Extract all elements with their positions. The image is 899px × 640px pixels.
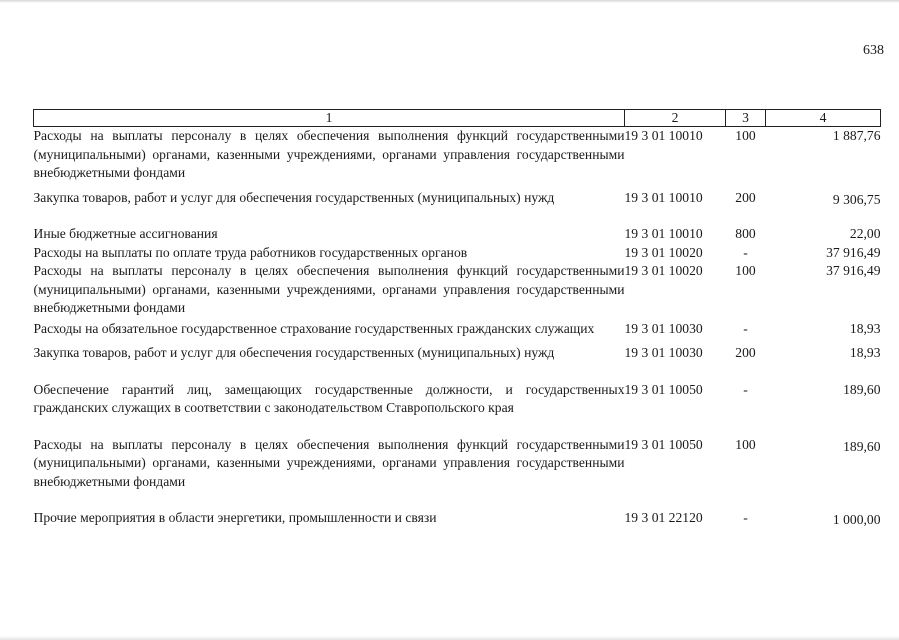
budget-table [33, 109, 881, 530]
row-name: Обеспечение гарантий лиц, замещающих государственные должности, и государственных гражданских служащих в соответствии с законодательством Ставропольского края [33, 381, 625, 415]
row-amount: 189,60 [843, 381, 881, 397]
row-name: Закупка товаров, работ и услуг для обеспечения государственных (муниципальных) нужд [33, 189, 555, 205]
row-vr: 800 [735, 226, 756, 241]
row-vr: 100 [735, 128, 756, 143]
scan-edge-bottom [0, 636, 899, 640]
row-code: 19 3 01 10050 [624, 436, 703, 452]
header-col-4: 4 [766, 110, 881, 127]
row-amount: 22,00 [849, 226, 881, 241]
table-row [34, 244, 881, 263]
table-row [34, 225, 881, 244]
table-row [34, 509, 881, 530]
row-vr: 200 [735, 345, 756, 360]
row-code: 19 3 01 10030 [624, 320, 703, 336]
row-vr: - [743, 244, 748, 260]
row-name: Расходы на выплаты персоналу в целях обеспечения выполнения функций государственными (муниципальными) органами, казенными учреждениями, органами управления государственными внебюджетными фондами [33, 436, 625, 489]
row-code: 19 3 01 10020 [624, 244, 703, 260]
row-code: 19 3 01 10020 [624, 263, 703, 278]
row-code: 19 3 01 10050 [624, 381, 703, 397]
row-name: Расходы на выплаты персоналу в целях обеспечения выполнения функций государственными (муниципальными) органами, казенными учреждениями, органами управления государственными внебюджетными фондами [33, 128, 625, 180]
row-name: Расходы на обязательное государственное страхование государственных гражданских служащих [33, 320, 595, 336]
row-vr: - [743, 510, 748, 525]
row-amount: 37 916,49 [826, 263, 881, 278]
scan-edge-top [0, 0, 899, 3]
table-row [34, 338, 881, 381]
row-vr: 200 [735, 189, 756, 205]
row-code: 19 3 01 10010 [624, 128, 703, 143]
row-name: Закупка товаров, работ и услуг для обеспечения государственных (муниципальных) нужд [33, 345, 555, 360]
table-header-row [34, 110, 881, 127]
row-name: Расходы на выплаты по оплате труда работников государственных органов [33, 244, 468, 260]
row-amount: 9 306,75 [832, 191, 881, 207]
header-col-1: 1 [34, 110, 625, 127]
row-amount: 18,93 [849, 320, 881, 336]
table-row [34, 436, 881, 510]
table-row [34, 262, 881, 318]
row-name: Расходы на выплаты персоналу в целях обеспечения выполнения функций государственными (муниципальными) органами, казенными учреждениями, органами управления государственными внебюджетными фондами [33, 263, 625, 315]
row-vr: - [743, 381, 748, 397]
row-code: 19 3 01 10010 [624, 226, 703, 241]
header-col-3: 3 [726, 110, 766, 127]
row-vr: 100 [735, 436, 756, 452]
row-name: Иные бюджетные ассигнования [33, 226, 218, 241]
row-amount: 37 916,49 [826, 244, 881, 260]
row-amount: 189,60 [843, 438, 881, 454]
page-number: 638 [863, 43, 884, 58]
row-name: Прочие мероприятия в области энергетики, промышленности и связи [33, 510, 437, 525]
row-amount: 1 887,76 [832, 128, 881, 143]
table-row [34, 127, 881, 183]
table-row [34, 381, 881, 436]
header-col-2: 2 [625, 110, 726, 127]
row-amount: 18,93 [849, 345, 881, 360]
row-code: 19 3 01 10030 [624, 345, 703, 360]
table-row [34, 318, 881, 339]
table-row [34, 183, 881, 226]
row-vr: - [743, 320, 748, 336]
row-vr: 100 [735, 263, 756, 278]
row-amount: 1 000,00 [832, 512, 881, 527]
row-code: 19 3 01 10010 [624, 189, 703, 205]
row-code: 19 3 01 22120 [624, 510, 703, 525]
